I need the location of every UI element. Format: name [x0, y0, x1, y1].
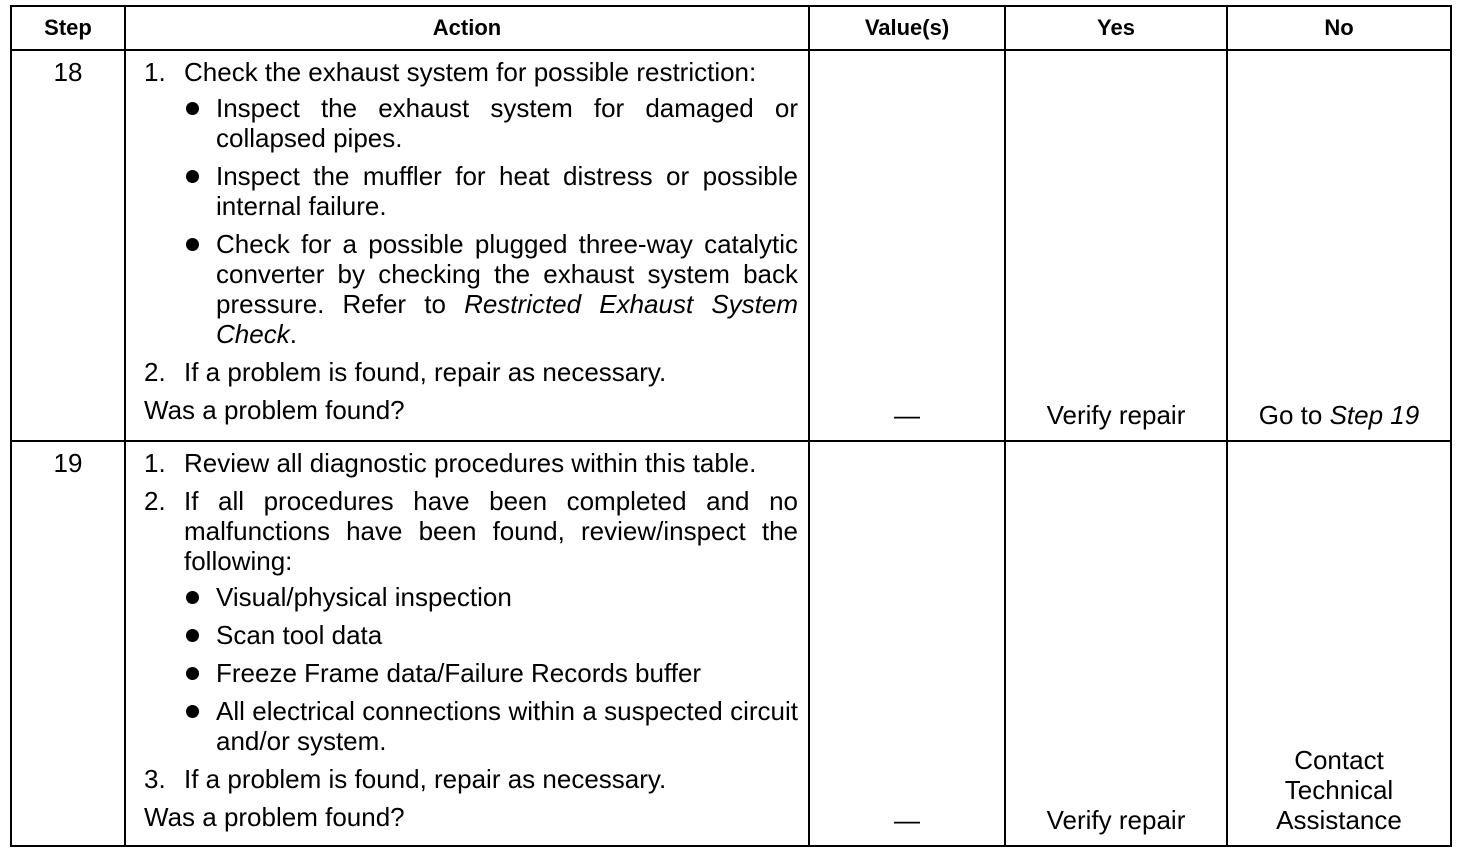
yes-cell: Verify repair	[1005, 441, 1227, 846]
step-number: 19	[11, 441, 125, 846]
action-cell	[125, 441, 809, 846]
bullet-text: Check for a possible plugged three-way catalytic converter by checking the exhaust system back pressure. Refer to	[216, 229, 798, 319]
bullet-dot-icon	[186, 705, 199, 718]
no-cell	[1227, 50, 1451, 441]
table-row-step-19	[11, 441, 1451, 846]
yes-cell: Verify repair	[1005, 50, 1227, 441]
step-item-text: Check the exhaust system for possible restriction:	[184, 57, 757, 87]
bullet-dot-icon	[186, 591, 199, 604]
bullet-text: Freeze Frame data/Failure Records buffer	[216, 657, 702, 688]
diagnostic-table	[10, 5, 1452, 847]
bullet-dot-icon	[186, 102, 199, 115]
bullet-item	[184, 229, 798, 349]
header-no: No	[1227, 6, 1451, 50]
bullet-text: Inspect the muffler for heat distress or possible internal failure.	[216, 161, 798, 221]
action-step	[144, 448, 798, 478]
action-steps	[144, 448, 798, 794]
step-number: 18	[11, 50, 125, 441]
bullet-text: Visual/physical inspection	[216, 581, 512, 612]
bullet-text-end: .	[289, 319, 297, 349]
table-row-step-18	[11, 50, 1451, 441]
step-item-text: If all procedures have been completed and no malfunctions have been found, review/inspect the following:	[184, 485, 798, 576]
header-row	[11, 6, 1451, 50]
bullet-text: Inspect the exhaust system for damaged or collapsed pipes.	[216, 93, 798, 153]
header-step: Step	[11, 6, 125, 50]
action-step	[144, 357, 798, 387]
action-cell	[125, 50, 809, 441]
question-text: Was a problem found?	[144, 395, 405, 425]
action-step	[144, 486, 798, 756]
reference-link: Restricted Exhaust System Check	[216, 289, 799, 349]
action-step	[144, 57, 798, 349]
question-text: Was a problem found?	[144, 801, 405, 832]
step-item-number: 1.	[144, 447, 166, 478]
step-item-number: 3.	[144, 763, 166, 794]
bullet-dot-icon	[186, 667, 199, 680]
bullet-item	[184, 620, 798, 650]
bullet-item	[184, 582, 798, 612]
bullet-item	[184, 696, 798, 756]
step-reference: Step 19	[1329, 399, 1420, 430]
no-line: Assistance	[1276, 805, 1402, 835]
bullet-dot-icon	[186, 629, 199, 642]
no-cell	[1227, 441, 1451, 846]
bullet-list	[184, 582, 798, 756]
step-item-number: 2.	[144, 357, 166, 387]
bullet-text: Scan tool data	[216, 619, 383, 650]
step-item-text: If a problem is found, repair as necessary.	[184, 763, 667, 794]
bullet-text: All electrical connections within a suspected circuit and/or system.	[216, 695, 798, 756]
header-yes: Yes	[1005, 6, 1227, 50]
bullet-item	[184, 161, 798, 221]
step-item-number: 2.	[144, 485, 166, 516]
step-item-text: If a problem is found, repair as necessary.	[184, 357, 667, 387]
value-cell: —	[809, 441, 1005, 846]
no-line: Technical	[1284, 775, 1394, 805]
header-action: Action	[125, 6, 809, 50]
action-steps	[144, 57, 798, 387]
step-item-number: 1.	[144, 57, 166, 87]
bullet-dot-icon	[186, 170, 199, 183]
action-step	[144, 764, 798, 794]
header-values: Value(s)	[809, 6, 1005, 50]
no-line: Contact	[1294, 745, 1384, 775]
step-item-text: Review all diagnostic procedures within this table.	[184, 447, 757, 478]
no-prefix: Go to	[1258, 399, 1330, 430]
bullet-item	[184, 93, 798, 153]
value-cell: —	[809, 50, 1005, 441]
bullet-dot-icon	[186, 238, 199, 251]
bullet-list	[184, 93, 798, 349]
bullet-item	[184, 658, 798, 688]
